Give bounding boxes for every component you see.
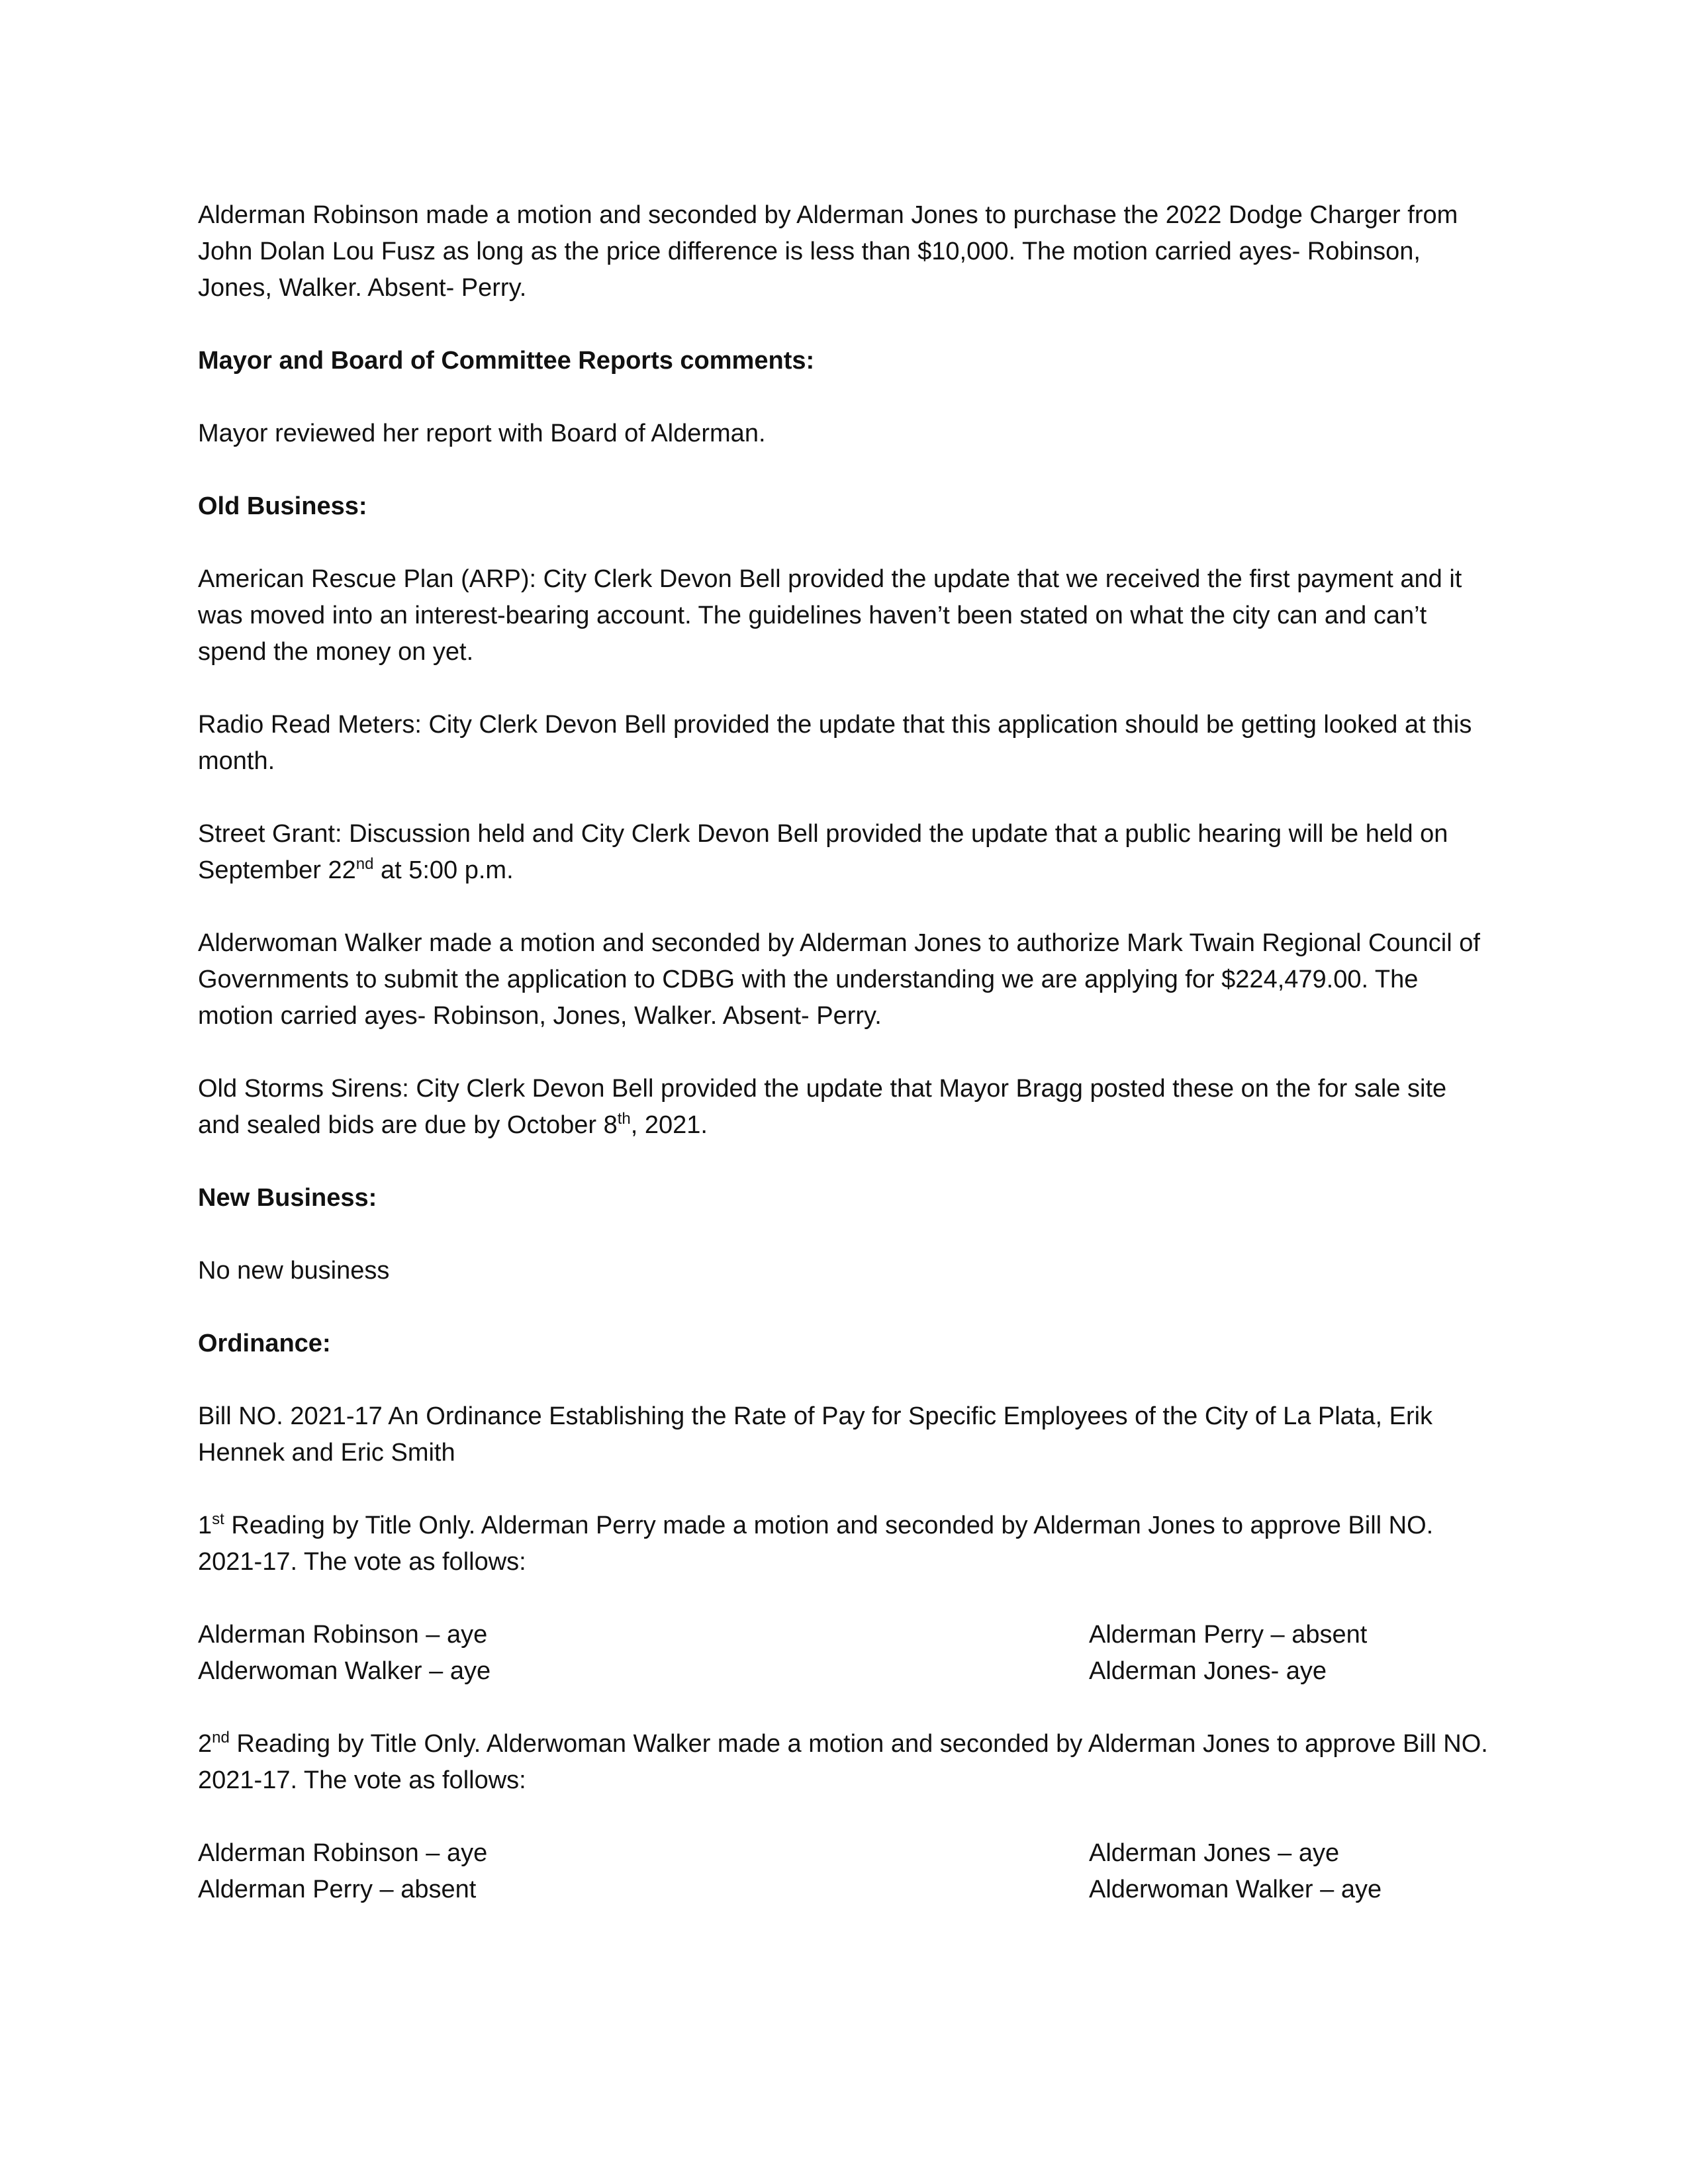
paragraph-cdbg-motion: Alderwoman Walker made a motion and seconded by Alderman Jones to authorize Mark Twain Regional Council of Governments to submit the application to CDBG with the understanding we are applying for $224,479.00. The motion carried ayes- Robinson, Jones, Walker. Absent- Perry. [198, 929, 1480, 1030]
vote-column-left [198, 1835, 1089, 1908]
paragraph-arp: American Rescue Plan (ARP): City Clerk Devon Bell provided the update that we received the first payment and it was moved into an interest-bearing account. The guidelines haven’t been stated on what the city can and can’t spend the money on yet. [198, 565, 1462, 666]
heading-mayor-reports: Mayor and Board of Committee Reports comments: [198, 347, 815, 375]
vote-line: Alderman Robinson – aye [198, 1839, 488, 1867]
paragraph-street-grant [198, 816, 1495, 889]
vote-line: Alderman Jones- aye [1089, 1657, 1327, 1685]
paragraph-first-reading [198, 1508, 1495, 1580]
second-reading-text: Reading by Title Only. Alderwoman Walker made a motion and seconded by Alderman Jones to approve Bill NO. 2021-17. The vote as follows: [198, 1730, 1488, 1794]
vote-column-left [198, 1617, 1089, 1690]
second-reading-votes [198, 1835, 1495, 1908]
street-grant-ordinal: nd [355, 855, 374, 873]
paragraph-no-new-business: No new business [198, 1257, 390, 1285]
vote-line: Alderwoman Walker – aye [1089, 1876, 1382, 1903]
second-reading-number: 2 [198, 1730, 212, 1758]
vote-line: Alderman Robinson – aye [198, 1621, 488, 1649]
first-reading-ordinal: st [212, 1510, 224, 1528]
vote-line: Alderwoman Walker – aye [198, 1657, 491, 1685]
page-content [198, 197, 1495, 1944]
sirens-ordinal: th [617, 1110, 631, 1128]
vote-line: Alderman Perry – absent [198, 1876, 477, 1903]
vote-column-right [1089, 1617, 1486, 1690]
heading-new-business: New Business: [198, 1184, 377, 1212]
paragraph-storm-sirens [198, 1071, 1495, 1144]
vote-column-right [1089, 1835, 1486, 1908]
sirens-year: , 2021. [630, 1111, 708, 1139]
paragraph-radio-read-meters: Radio Read Meters: City Clerk Devon Bell provided the update that this application should be getting looked at this month. [198, 711, 1472, 775]
paragraph-dodge-motion: Alderman Robinson made a motion and seconded by Alderman Jones to purchase the 2022 Dodge Charger from John Dolan Lou Fusz as long as the price difference is less than $10,000. The motion carried ayes- Robinson, Jones, Walker. Absent- Perry. [198, 201, 1458, 302]
second-reading-ordinal: nd [212, 1729, 230, 1747]
sirens-text: Old Storms Sirens: City Clerk Devon Bell provided the update that Mayor Bragg posted these on the for sale site and sealed bids are due by October 8 [198, 1075, 1447, 1139]
paragraph-second-reading [198, 1726, 1495, 1799]
paragraph-bill-2021-17: Bill NO. 2021-17 An Ordinance Establishing the Rate of Pay for Specific Employees of the City of La Plata, Erik Hennek and Eric Smith [198, 1402, 1433, 1467]
street-grant-text: Street Grant: Discussion held and City Clerk Devon Bell provided the update that a public hearing will be held on September 22 [198, 820, 1448, 884]
first-reading-text: Reading by Title Only. Alderman Perry made a motion and seconded by Alderman Jones to approve Bill NO. 2021-17. The vote as follows: [198, 1512, 1434, 1576]
vote-line: Alderman Perry – absent [1089, 1621, 1368, 1649]
first-reading-number: 1 [198, 1512, 212, 1539]
heading-ordinance: Ordinance: [198, 1330, 331, 1357]
paragraph-mayor-report: Mayor reviewed her report with Board of Alderman. [198, 420, 766, 447]
street-grant-time: at 5:00 p.m. [373, 856, 514, 884]
first-reading-votes [198, 1617, 1495, 1690]
vote-line: Alderman Jones – aye [1089, 1839, 1340, 1867]
heading-old-business: Old Business: [198, 492, 367, 520]
